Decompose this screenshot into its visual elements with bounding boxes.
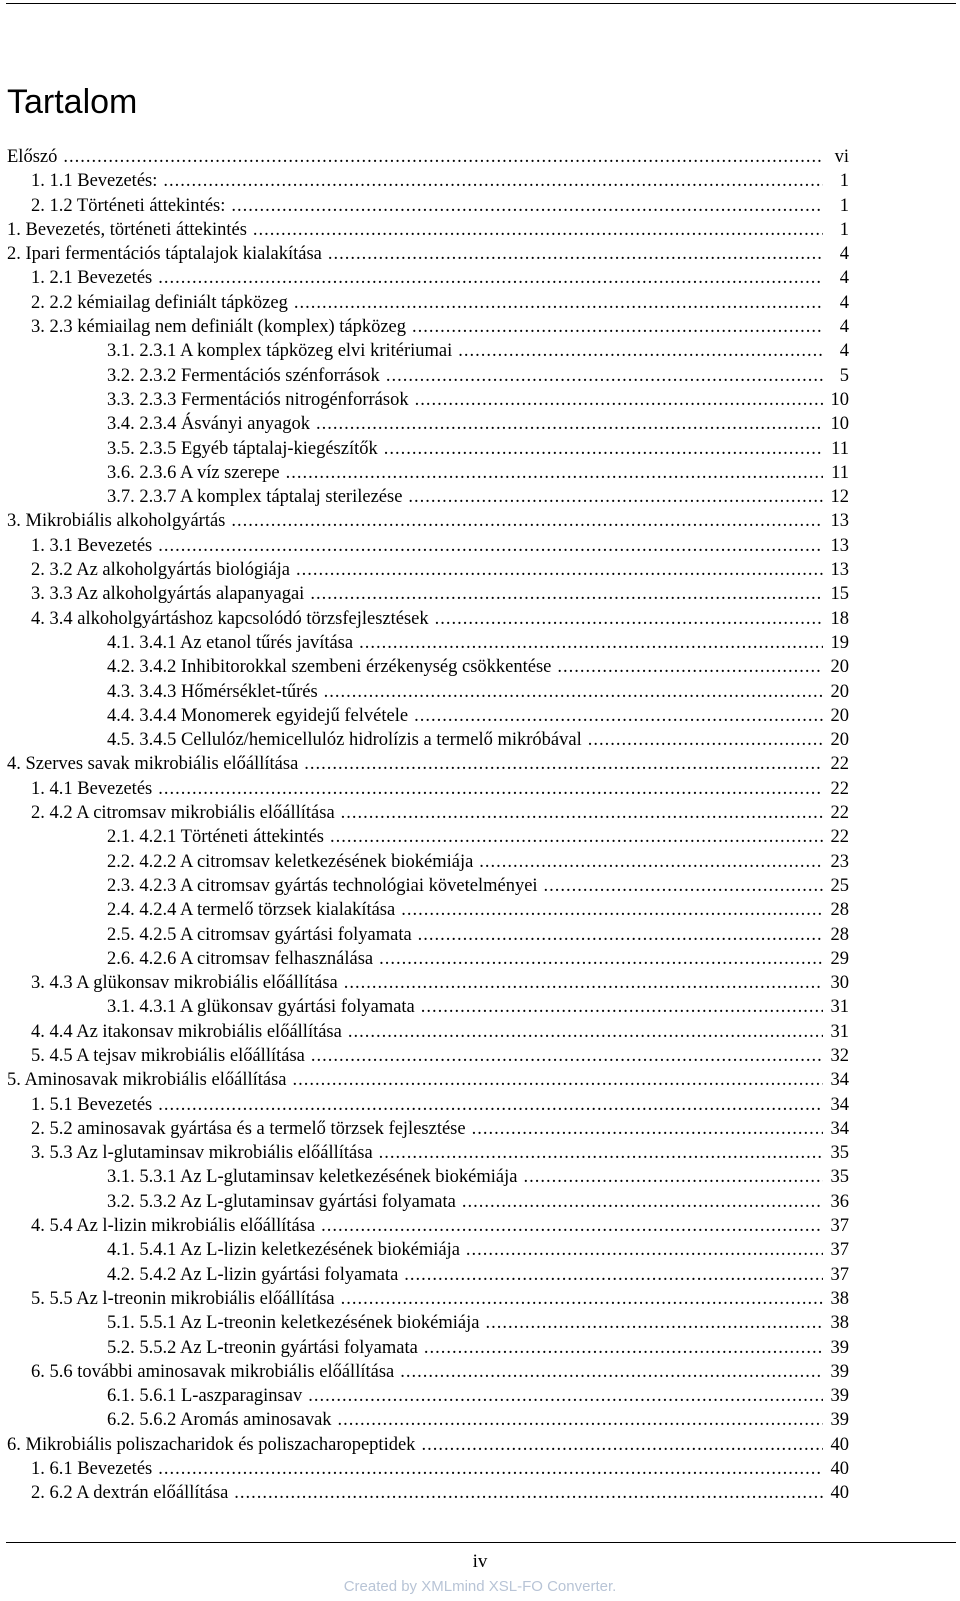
toc-entry-label[interactable]: 4.1. 3.4.1 Az etanol tűrés javítása <box>107 632 354 653</box>
toc-entry-page[interactable]: 35 <box>830 1167 849 1188</box>
toc-entry-label[interactable]: 1. 3.1 Bevezetés <box>31 535 153 556</box>
dot-leader <box>415 388 823 412</box>
table-of-contents <box>7 145 849 1506</box>
toc-entry[interactable] <box>7 1165 849 1189</box>
toc-entry-page[interactable]: 12 <box>830 487 849 508</box>
toc-entry-page[interactable]: 1 <box>839 219 849 240</box>
dot-leader <box>321 1214 823 1238</box>
dot-leader <box>359 631 823 655</box>
toc-entry[interactable] <box>7 509 849 533</box>
toc-entry[interactable] <box>7 801 849 825</box>
toc-entry[interactable] <box>7 631 849 655</box>
dot-leader <box>286 461 823 485</box>
toc-entry-label[interactable]: 2. 3.2 Az alkoholgyártás biológiája <box>31 560 290 581</box>
toc-entry[interactable] <box>7 947 849 971</box>
toc-entry[interactable] <box>7 704 849 728</box>
toc-entry-page[interactable]: 13 <box>830 535 849 556</box>
toc-entry-label[interactable]: 1. Bevezetés, történeti áttekintés <box>7 219 247 240</box>
toc-entry-page[interactable]: 40 <box>830 1434 849 1455</box>
toc-entry-label[interactable]: 5.2. 5.5.2 Az L-treonin gyártási folyamata <box>107 1337 418 1358</box>
dot-leader <box>418 923 823 947</box>
dot-leader <box>311 1044 823 1068</box>
toc-entry[interactable] <box>7 1457 849 1481</box>
toc-entry-label[interactable]: 3. 5.3 Az l-glutaminsav mikrobiális előállítása <box>31 1143 373 1164</box>
toc-entry-label[interactable]: 3.2. 5.3.2 Az L-glutaminsav gyártási folyamata <box>107 1191 456 1212</box>
toc-entry-label[interactable]: 4.3. 3.4.3 Hőmérséklet-tűrés <box>107 681 318 702</box>
toc-entry-page[interactable]: 20 <box>830 657 849 678</box>
toc-entry-page[interactable]: 11 <box>831 462 849 483</box>
toc-entry-label[interactable]: 2.6. 4.2.6 A citromsav felhasználása <box>107 948 374 969</box>
dot-leader <box>435 607 823 631</box>
toc-entry[interactable] <box>7 437 849 461</box>
toc-entry-page[interactable]: 29 <box>830 948 849 969</box>
toc-entry-page[interactable]: 37 <box>830 1216 849 1237</box>
toc-entry[interactable] <box>7 242 849 266</box>
toc-entry-page[interactable]: 22 <box>830 778 849 799</box>
dot-leader <box>472 1117 823 1141</box>
toc-entry[interactable] <box>7 1020 849 1044</box>
toc-entry-label[interactable]: 6. 5.6 további aminosavak mikrobiális előállítása <box>31 1361 395 1382</box>
toc-entry-label[interactable]: 2.1. 4.2.1 Történeti áttekintés <box>107 827 324 848</box>
toc-entry[interactable] <box>7 1141 849 1165</box>
toc-entry-label[interactable]: 4.1. 5.4.1 Az L-lizin keletkezésének biokémiája <box>107 1240 460 1261</box>
toc-entry-label[interactable]: 2.5. 4.2.5 A citromsav gyártási folyamata <box>107 924 412 945</box>
toc-entry-page[interactable]: 31 <box>830 997 849 1018</box>
toc-entry[interactable] <box>7 315 849 339</box>
toc-entry-page[interactable]: 34 <box>830 1118 849 1139</box>
toc-entry[interactable] <box>7 995 849 1019</box>
toc-entry[interactable] <box>7 388 849 412</box>
toc-entry-label[interactable]: 3.3. 2.3.3 Fermentációs nitrogénforrások <box>107 389 409 410</box>
toc-entry-label[interactable]: 6. Mikrobiális poliszacharidok és poliszacharopeptidek <box>7 1434 416 1455</box>
toc-entry-label[interactable]: 6.1. 5.6.1 L-aszparaginsav <box>107 1386 303 1407</box>
toc-entry[interactable] <box>7 1044 849 1068</box>
toc-entry-label[interactable]: 2. 1.2 Történeti áttekintés: <box>31 195 226 216</box>
toc-entry-label[interactable]: 1. 2.1 Bevezetés <box>31 268 153 289</box>
toc-entry-page[interactable]: 31 <box>830 1021 849 1042</box>
toc-entry[interactable] <box>7 923 849 947</box>
toc-entry[interactable] <box>7 607 849 631</box>
toc-entry-page[interactable]: 10 <box>830 389 849 410</box>
toc-entry[interactable] <box>7 412 849 436</box>
toc-entry[interactable] <box>7 1093 849 1117</box>
toc-entry-label[interactable]: 1. 6.1 Bevezetés <box>31 1459 153 1480</box>
toc-entry-label[interactable]: 3.6. 2.3.6 A víz szerepe <box>107 462 280 483</box>
toc-entry-page[interactable]: 20 <box>830 730 849 751</box>
toc-entry-label[interactable]: 4.4. 3.4.4 Monomerek egyidejű felvétele <box>107 705 409 726</box>
toc-entry-page[interactable]: 10 <box>830 414 849 435</box>
toc-entry[interactable] <box>7 850 849 874</box>
dot-leader <box>414 704 823 728</box>
toc-entry-page[interactable]: 39 <box>830 1361 849 1382</box>
toc-entry-label[interactable]: 4.2. 5.4.2 Az L-lizin gyártási folyamata <box>107 1264 399 1285</box>
toc-entry-label[interactable]: 5. 5.5 Az l-treonin mikrobiális előállítása <box>31 1288 335 1309</box>
toc-entry-page[interactable]: 1 <box>839 171 849 192</box>
toc-entry-label[interactable]: 4. Szerves savak mikrobiális előállítása <box>7 754 299 775</box>
toc-entry-label[interactable]: 3. 2.3 kémiailag nem definiált (komplex) tápközeg <box>31 317 407 338</box>
dot-leader <box>294 291 823 315</box>
toc-entry-page[interactable]: 40 <box>830 1483 849 1504</box>
toc-entry-page[interactable]: 37 <box>830 1264 849 1285</box>
toc-entry[interactable] <box>7 825 849 849</box>
dot-leader <box>310 582 823 606</box>
toc-entry-label[interactable]: 3. 3.3 Az alkoholgyártás alapanyagai <box>31 584 305 605</box>
dot-leader <box>404 1263 823 1287</box>
dot-leader <box>293 1068 823 1092</box>
dot-leader <box>379 947 823 971</box>
dot-leader <box>341 1287 823 1311</box>
dot-leader <box>328 242 823 266</box>
toc-entry[interactable] <box>7 291 849 315</box>
dot-leader <box>163 169 823 193</box>
toc-entry[interactable] <box>7 266 849 290</box>
footer-rule <box>6 1542 956 1543</box>
toc-entry-page[interactable]: 37 <box>830 1240 849 1261</box>
toc-entry-label[interactable]: 2. 4.2 A citromsav mikrobiális előállítása <box>31 803 335 824</box>
toc-entry-page[interactable]: 11 <box>831 438 849 459</box>
toc-entry[interactable] <box>7 777 849 801</box>
toc-entry-page[interactable]: 20 <box>830 681 849 702</box>
dot-leader <box>544 874 823 898</box>
dot-leader <box>308 1384 823 1408</box>
toc-entry-page[interactable]: 4 <box>839 244 849 265</box>
toc-entry-page[interactable]: 23 <box>830 851 849 872</box>
dot-leader <box>158 777 823 801</box>
toc-entry-page[interactable]: 20 <box>830 705 849 726</box>
toc-entry-label[interactable]: 2. 5.2 aminosavak gyártása és a termelő törzsek fejlesztése <box>31 1118 466 1139</box>
dot-leader <box>330 825 823 849</box>
toc-entry[interactable] <box>7 1190 849 1214</box>
dot-leader <box>63 145 823 169</box>
toc-entry-label[interactable]: 5. 4.5 A tejsav mikrobiális előállítása <box>31 1045 305 1066</box>
toc-entry-page[interactable]: 39 <box>830 1410 849 1431</box>
toc-entry-page[interactable]: 13 <box>830 511 849 532</box>
toc-entry[interactable] <box>7 194 849 218</box>
dot-leader <box>384 437 823 461</box>
toc-entry[interactable] <box>7 461 849 485</box>
toc-entry-label[interactable]: 6.2. 5.6.2 Aromás aminosavak <box>107 1410 332 1431</box>
toc-entry[interactable] <box>7 655 849 679</box>
toc-entry-page[interactable]: 25 <box>830 875 849 896</box>
dot-leader <box>412 315 823 339</box>
toc-entry-page[interactable]: 30 <box>830 973 849 994</box>
toc-entry-page[interactable]: 35 <box>830 1143 849 1164</box>
dot-leader <box>386 364 823 388</box>
toc-entry-page[interactable]: 15 <box>830 584 849 605</box>
dot-leader <box>424 1336 823 1360</box>
toc-entry-page[interactable]: 4 <box>839 341 849 362</box>
dot-leader <box>557 655 823 679</box>
footer-credit: Created by XMLmind XSL-FO Converter. <box>343 1578 617 1595</box>
toc-entry[interactable] <box>7 534 849 558</box>
toc-entry[interactable] <box>7 218 849 242</box>
dot-leader <box>379 1141 823 1165</box>
dot-leader <box>316 412 823 436</box>
toc-entry-label[interactable]: 2.3. 4.2.3 A citromsav gyártás technológiai követelményei <box>107 875 538 896</box>
toc-entry[interactable] <box>7 1360 849 1384</box>
toc-entry-label[interactable]: 3.7. 2.3.7 A komplex táptalaj sterilezése <box>107 487 403 508</box>
dot-leader <box>338 1408 823 1432</box>
dot-leader <box>479 850 823 874</box>
toc-entry-page[interactable]: vi <box>834 147 849 167</box>
toc-entry[interactable] <box>7 145 849 169</box>
toc-entry-label[interactable]: 5. Aminosavak mikrobiális előállítása <box>7 1070 287 1091</box>
toc-entry[interactable] <box>7 1068 849 1092</box>
dot-leader <box>466 1238 823 1262</box>
toc-entry-label[interactable]: 4. 4.4 Az itakonsav mikrobiális előállítása <box>31 1021 342 1042</box>
toc-entry-label[interactable]: 1. 1.1 Bevezetés: <box>31 171 158 192</box>
toc-entry-label[interactable]: 2.4. 4.2.4 A termelő törzsek kialakítása <box>107 900 396 921</box>
toc-entry-label[interactable]: 3.1. 2.3.1 A komplex tápközeg elvi kritériumai <box>107 341 453 362</box>
dot-leader <box>421 995 823 1019</box>
toc-entry-page[interactable]: 13 <box>830 560 849 581</box>
dot-leader <box>348 1020 823 1044</box>
toc-entry[interactable] <box>7 1311 849 1335</box>
page-title: Tartalom <box>7 83 138 121</box>
dot-leader <box>158 266 823 290</box>
toc-entry-page[interactable]: 34 <box>830 1094 849 1115</box>
toc-entry-label[interactable]: 3.2. 2.3.2 Fermentációs szénforrások <box>107 365 380 386</box>
toc-entry[interactable] <box>7 752 849 776</box>
dot-leader <box>324 680 823 704</box>
toc-entry-page[interactable]: 5 <box>839 365 849 386</box>
toc-entry-label[interactable]: Előszó <box>7 147 58 167</box>
dot-leader <box>400 1360 823 1384</box>
toc-entry-label[interactable]: 3.1. 4.3.1 A glükonsav gyártási folyamata <box>107 997 415 1018</box>
toc-entry[interactable] <box>7 339 849 363</box>
toc-entry[interactable] <box>7 680 849 704</box>
dot-leader <box>523 1165 823 1189</box>
dot-leader <box>158 1093 823 1117</box>
page-number: iv <box>472 1551 488 1572</box>
dot-leader <box>485 1311 823 1335</box>
toc-entry-label[interactable]: 4.5. 3.4.5 Cellulóz/hemicellulóz hidrolízis a termelő mikróbával <box>107 730 582 751</box>
toc-entry[interactable] <box>7 1263 849 1287</box>
toc-entry-page[interactable]: 4 <box>839 292 849 313</box>
toc-entry-label[interactable]: 3.5. 2.3.5 Egyéb táptalaj-kiegészítők <box>107 438 378 459</box>
dot-leader <box>341 801 823 825</box>
dot-leader <box>401 898 823 922</box>
toc-entry-page[interactable]: 4 <box>839 268 849 289</box>
toc-entry[interactable] <box>7 728 849 752</box>
toc-entry[interactable] <box>7 558 849 582</box>
toc-entry-page[interactable]: 38 <box>830 1288 849 1309</box>
toc-entry[interactable] <box>7 1384 849 1408</box>
toc-entry-page[interactable]: 40 <box>830 1459 849 1480</box>
dot-leader <box>588 728 823 752</box>
toc-entry[interactable] <box>7 874 849 898</box>
toc-entry-page[interactable]: 4 <box>839 317 849 338</box>
toc-entry-label[interactable]: 2. 6.2 A dextrán előállítása <box>31 1483 229 1504</box>
dot-leader <box>304 752 823 776</box>
toc-entry-label[interactable]: 3. Mikrobiális alkoholgyártás <box>7 511 226 532</box>
toc-entry-page[interactable]: 22 <box>830 754 849 775</box>
dot-leader <box>253 218 823 242</box>
dot-leader <box>231 194 823 218</box>
toc-entry-page[interactable]: 36 <box>830 1191 849 1212</box>
toc-entry-page[interactable]: 39 <box>830 1386 849 1407</box>
toc-entry-label[interactable]: 4. 5.4 Az l-lizin mikrobiális előállítása <box>31 1216 316 1237</box>
toc-entry-page[interactable]: 22 <box>830 803 849 824</box>
toc-entry-page[interactable]: 38 <box>830 1313 849 1334</box>
dot-leader <box>462 1190 823 1214</box>
toc-entry-page[interactable]: 28 <box>830 924 849 945</box>
toc-entry[interactable] <box>7 971 849 995</box>
dot-leader <box>234 1481 823 1505</box>
toc-entry-label[interactable]: 3.1. 5.3.1 Az L-glutaminsav keletkezésének biokémiája <box>107 1167 518 1188</box>
toc-entry-label[interactable]: 3. 4.3 A glükonsav mikrobiális előállítása <box>31 973 338 994</box>
toc-entry[interactable] <box>7 582 849 606</box>
toc-entry-page[interactable]: 39 <box>830 1337 849 1358</box>
toc-entry-page[interactable]: 19 <box>830 632 849 653</box>
toc-entry[interactable] <box>7 1481 849 1505</box>
toc-entry[interactable] <box>7 1408 849 1432</box>
toc-entry-page[interactable]: 18 <box>830 608 849 629</box>
toc-entry-label[interactable]: 3.4. 2.3.4 Ásványi anyagok <box>107 414 310 435</box>
dot-leader <box>408 485 823 509</box>
toc-entry[interactable] <box>7 1214 849 1238</box>
toc-entry-label[interactable]: 2.2. 4.2.2 A citromsav keletkezésének biokémiája <box>107 851 474 872</box>
dot-leader <box>458 339 823 363</box>
dot-leader <box>296 558 823 582</box>
toc-entry-page[interactable]: 22 <box>830 827 849 848</box>
toc-entry-page[interactable]: 1 <box>839 195 849 216</box>
toc-entry[interactable] <box>7 364 849 388</box>
toc-entry[interactable] <box>7 898 849 922</box>
toc-entry-label[interactable]: 2. 2.2 kémiailag definiált tápközeg <box>31 292 288 313</box>
toc-entry[interactable] <box>7 1336 849 1360</box>
toc-entry-page[interactable]: 28 <box>830 900 849 921</box>
toc-entry[interactable] <box>7 485 849 509</box>
toc-entry-label[interactable]: 4.2. 3.4.2 Inhibitorokkal szembeni érzékenység csökkentése <box>107 657 552 678</box>
toc-entry-page[interactable]: 34 <box>830 1070 849 1091</box>
toc-entry-page[interactable]: 32 <box>830 1045 849 1066</box>
toc-entry[interactable] <box>7 1433 849 1457</box>
top-rule <box>6 3 956 4</box>
toc-entry-label[interactable]: 2. Ipari fermentációs táptalajok kialakítása <box>7 244 322 265</box>
dot-leader <box>421 1433 823 1457</box>
dot-leader <box>158 1457 823 1481</box>
dot-leader <box>344 971 823 995</box>
toc-entry-label[interactable]: 5.1. 5.5.1 Az L-treonin keletkezésének biokémiája <box>107 1313 480 1334</box>
toc-entry[interactable] <box>7 1238 849 1262</box>
dot-leader <box>158 534 823 558</box>
toc-entry[interactable] <box>7 1117 849 1141</box>
toc-entry-label[interactable]: 4. 3.4 alkoholgyártáshoz kapcsolódó törzsfejlesztések <box>31 608 429 629</box>
toc-entry-label[interactable]: 1. 5.1 Bevezetés <box>31 1094 153 1115</box>
toc-entry-label[interactable]: 1. 4.1 Bevezetés <box>31 778 153 799</box>
toc-entry[interactable] <box>7 1287 849 1311</box>
toc-entry[interactable] <box>7 169 849 193</box>
dot-leader <box>231 509 823 533</box>
